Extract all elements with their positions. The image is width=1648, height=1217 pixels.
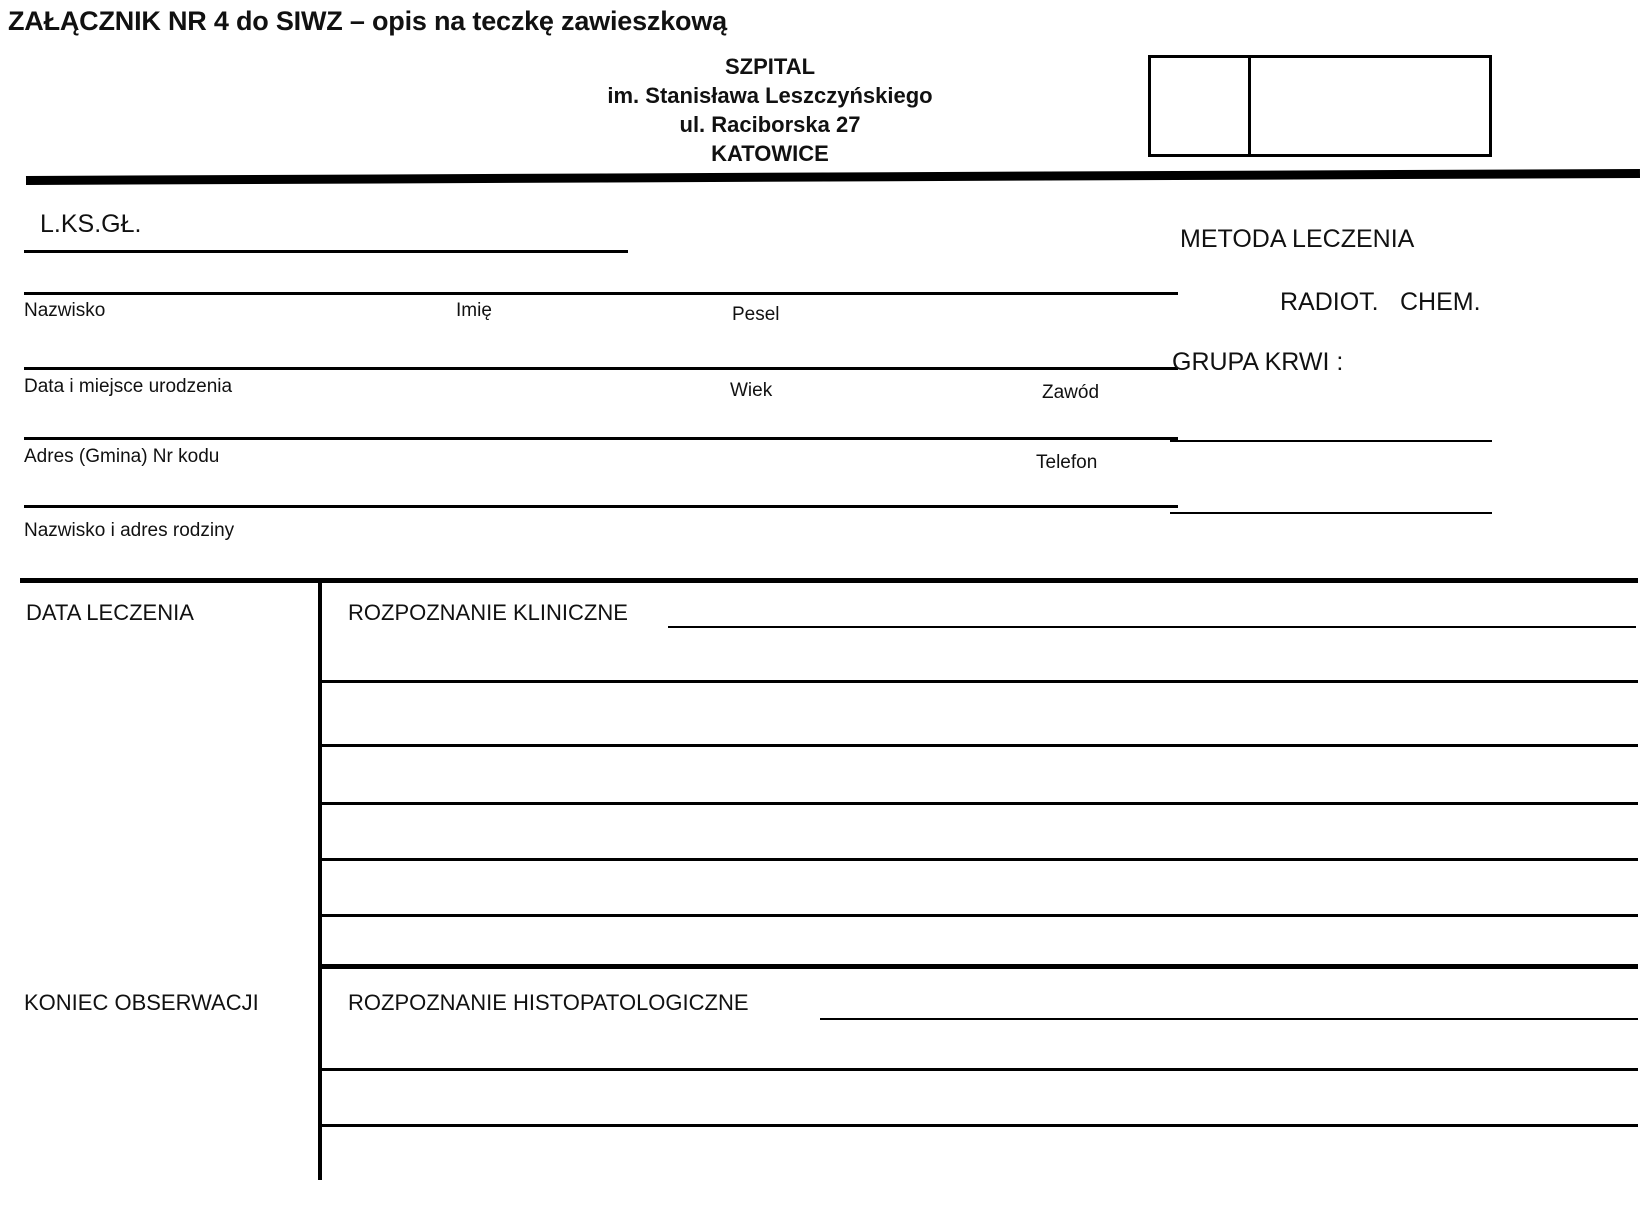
blood-group-label: GRUPA KRWI : (1172, 348, 1344, 376)
corner-box-cell-right[interactable] (1251, 58, 1489, 154)
hospital-name-line2: im. Stanisława Leszczyńskiego (607, 83, 933, 109)
ks-gl-label: L.KS.GŁ. (40, 210, 142, 238)
date-of-treatment-label: DATA LECZENIA (26, 600, 194, 625)
clinical-row-line-3[interactable] (322, 802, 1638, 805)
age-label: Wiek (730, 380, 773, 401)
firstname-label: Imię (456, 300, 492, 321)
address-row-top-line (24, 437, 1178, 440)
birth-row-top-line (24, 367, 1178, 370)
end-of-observation-label: KONIEC OBSERWACJI (24, 990, 259, 1015)
address-label: Adres (Gmina) Nr kodu (24, 446, 220, 467)
treatment-table (20, 600, 1640, 1185)
histopathology-section-divider (318, 964, 1638, 969)
name-row-top-line (24, 292, 1178, 295)
treatment-input-line-1[interactable] (1170, 440, 1492, 442)
treatment-method-label: METODA LECZENIA (1180, 225, 1415, 253)
pesel-label: Pesel (732, 304, 780, 325)
table-top-border (20, 578, 1638, 583)
histopathology-row-line-2[interactable] (322, 1124, 1638, 1127)
treatment-input-line-2[interactable] (1170, 512, 1492, 514)
histopathology-row-line-1[interactable] (322, 1068, 1638, 1071)
hospital-address-line: ul. Raciborska 27 (679, 112, 861, 138)
hospital-block (420, 52, 1120, 168)
clinical-diagnosis-input-line[interactable] (668, 626, 1636, 628)
clinical-diagnosis-label: ROZPOZNANIE KLINICZNE (348, 600, 628, 625)
family-label: Nazwisko i adres rodziny (24, 520, 235, 541)
radiotherapy-label: RADIOT. (1280, 288, 1379, 316)
header-divider (26, 169, 1640, 185)
corner-stamp-box (1148, 55, 1492, 157)
clinical-row-line-2[interactable] (322, 744, 1638, 747)
occupation-label: Zawód (1042, 382, 1100, 403)
histopathology-input-line[interactable] (820, 1018, 1638, 1020)
histopathology-label: ROZPOZNANIE HISTOPATOLOGICZNE (348, 990, 749, 1015)
ks-gl-input-line[interactable] (24, 250, 628, 253)
birth-label: Data i miejsce urodzenia (24, 376, 233, 397)
surname-label: Nazwisko (24, 300, 106, 321)
clinical-row-line-5[interactable] (322, 914, 1638, 917)
hospital-name-line1: SZPITAL (724, 54, 816, 79)
family-row-top-line (24, 505, 1178, 508)
clinical-row-line-4[interactable] (322, 858, 1638, 861)
table-column-divider-lower (318, 964, 322, 1180)
corner-box-cell-left[interactable] (1151, 58, 1251, 154)
phone-label: Telefon (1036, 452, 1098, 473)
clinical-row-line-1[interactable] (322, 680, 1638, 683)
chemotherapy-label: CHEM. (1400, 288, 1481, 316)
page-title: ZAŁĄCZNIK NR 4 do SIWZ – opis na teczkę zawieszkową (8, 6, 727, 36)
hospital-city-line: KATOWICE (711, 141, 829, 167)
